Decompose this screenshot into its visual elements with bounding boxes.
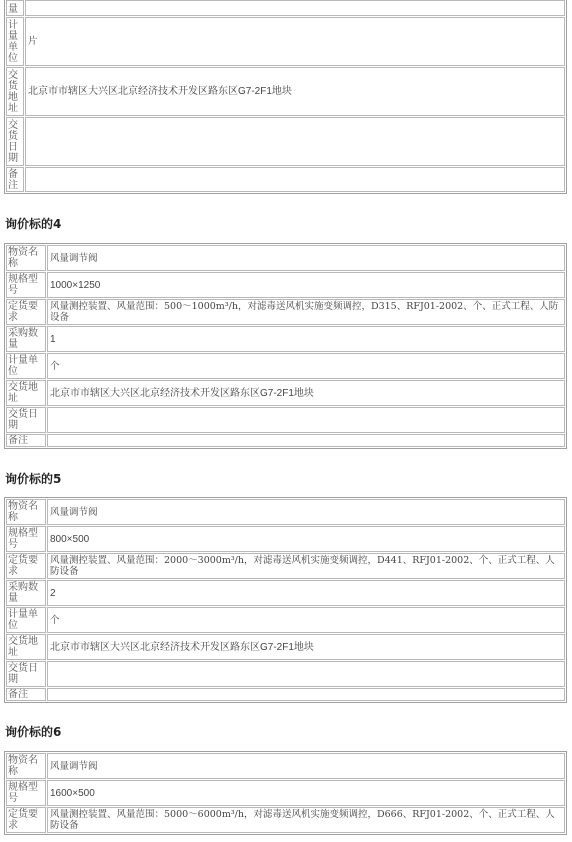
spec-value: 1000×1250 — [50, 279, 101, 291]
table-row — [6, 407, 565, 433]
table-row — [6, 553, 565, 579]
section-heading: 询价标的5 — [5, 472, 62, 486]
row-key: 计量单位 — [6, 17, 24, 66]
row-key: 物资名称 — [6, 753, 46, 779]
row-key: 计量单位 — [6, 607, 46, 633]
row-key: 备注 — [6, 688, 46, 701]
table-row — [6, 326, 565, 352]
row-value — [25, 67, 565, 116]
row-value: 个 — [47, 607, 565, 633]
row-key: 交货日期 — [6, 117, 24, 166]
section-heading: 询价标的4 — [5, 217, 62, 231]
table-row — [6, 607, 565, 633]
table-row — [6, 67, 565, 116]
row-value — [25, 167, 565, 192]
spec-table-3-continued — [4, 0, 567, 194]
table-row — [6, 780, 565, 806]
row-value — [47, 580, 565, 606]
table-row — [6, 245, 565, 271]
quantity-value: 1 — [50, 333, 56, 345]
table-row — [6, 634, 565, 660]
address-text: 北京市市辖区大兴区北京经济技术开发区路东区G7-2F1地块 — [28, 86, 292, 97]
row-value: 片 — [25, 17, 565, 66]
table-row — [6, 380, 565, 406]
row-key: 定货要求 — [6, 553, 46, 579]
row-value — [47, 661, 565, 687]
row-value — [25, 0, 565, 16]
table-row — [6, 499, 565, 525]
spec-table-4 — [4, 243, 567, 449]
row-value — [47, 407, 565, 433]
table-row — [6, 272, 565, 298]
row-value — [47, 326, 565, 352]
row-value: 风量调节阀 — [47, 753, 565, 779]
table-row — [6, 17, 565, 66]
row-key: 采购数量 — [6, 580, 46, 606]
table-row — [6, 434, 565, 447]
row-value: 风量测控装置、风量范围：5000～6000m³/h，对滤毒送风机实施变频调控，D666、RFJ01-2002、个、正式工程、人防设备 — [47, 807, 565, 833]
row-value — [47, 380, 565, 406]
row-value: 风量测控装置、风量范围：2000～3000m³/h，对滤毒送风机实施变频调控，D441、RFJ01-2002、个、正式工程、人防设备 — [47, 553, 565, 579]
row-key: 交货地址 — [6, 380, 46, 406]
row-value — [47, 526, 565, 552]
row-key: 备注 — [6, 167, 24, 192]
row-key: 规格型号 — [6, 526, 46, 552]
table-row — [6, 753, 565, 779]
table-row — [6, 117, 565, 166]
address-text: 北京市市辖区大兴区北京经济技术开发区路东区G7-2F1地块 — [50, 641, 314, 653]
row-key: 规格型号 — [6, 272, 46, 298]
row-value: 风量调节阀 — [47, 245, 565, 271]
row-value: 风量测控装置、风量范围：500～1000m³/h，对滤毒送风机实施变频调控，D315、RFJ01-2002、个、正式工程、人防设备 — [47, 299, 565, 325]
spec-table-5 — [4, 497, 567, 703]
table-row — [6, 688, 565, 701]
table-row — [6, 299, 565, 325]
row-key: 采购数量 — [6, 326, 46, 352]
table-row — [6, 353, 565, 379]
row-value — [47, 272, 565, 298]
row-key: 交货日期 — [6, 407, 46, 433]
row-value: 风量调节阀 — [47, 499, 565, 525]
row-value — [47, 434, 565, 447]
row-key: 计量单位 — [6, 353, 46, 379]
spec-value: 1600×500 — [50, 787, 95, 799]
row-key: 物资名称 — [6, 499, 46, 525]
table-row — [6, 167, 565, 192]
row-key: 交货日期 — [6, 661, 46, 687]
row-key: 定货要求 — [6, 299, 46, 325]
row-value — [47, 780, 565, 806]
row-key: 交货地址 — [6, 634, 46, 660]
quantity-value: 2 — [50, 587, 56, 599]
spec-table-6 — [4, 751, 567, 835]
row-key: 交货地址 — [6, 67, 24, 116]
row-key: 物资名称 — [6, 245, 46, 271]
spec-value: 800×500 — [50, 533, 90, 545]
table-row — [6, 661, 565, 687]
table-row — [6, 526, 565, 552]
row-value — [25, 117, 565, 166]
row-value — [47, 688, 565, 701]
row-key: 备注 — [6, 434, 46, 447]
row-key: 量 — [6, 0, 24, 16]
address-text: 北京市市辖区大兴区北京经济技术开发区路东区G7-2F1地块 — [50, 387, 314, 399]
section-heading: 询价标的6 — [5, 725, 62, 739]
row-key: 定货要求 — [6, 807, 46, 833]
table-row — [6, 0, 565, 16]
table-row — [6, 807, 565, 833]
row-key: 规格型号 — [6, 780, 46, 806]
table-row — [6, 580, 565, 606]
row-value — [47, 634, 565, 660]
row-value: 个 — [47, 353, 565, 379]
